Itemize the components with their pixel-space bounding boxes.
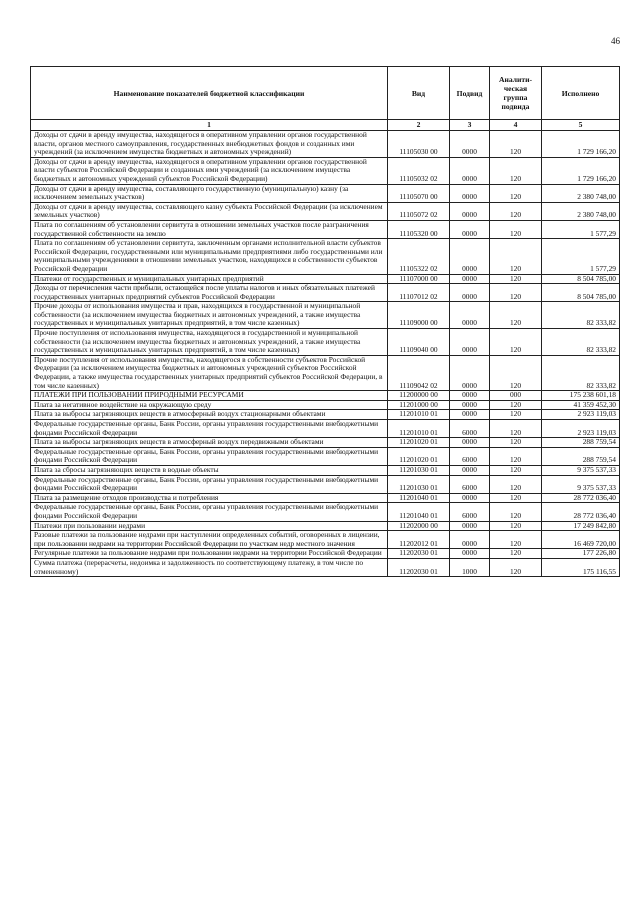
row-name: ПЛАТЕЖИ ПРИ ПОЛЬЗОВАНИИ ПРИРОДНЫМИ РЕСУРСАМИ xyxy=(31,391,388,401)
row-group-code: 120 xyxy=(490,410,542,420)
table-row xyxy=(31,503,620,521)
table-row xyxy=(31,391,620,401)
row-amount: 8 504 785,00 xyxy=(542,274,620,284)
row-kind-code: 11201040 01 xyxy=(388,503,450,521)
row-kind-code: 11105030 00 xyxy=(388,131,450,158)
row-subkind-code: 0000 xyxy=(450,302,490,329)
table-row xyxy=(31,549,620,559)
row-amount: 175 238 601,18 xyxy=(542,391,620,401)
row-group-code: 120 xyxy=(490,493,542,503)
row-kind-code: 11105320 00 xyxy=(388,220,450,238)
row-amount: 9 375 537,33 xyxy=(542,465,620,475)
row-group-code: 120 xyxy=(490,549,542,559)
row-name: Федеральные государственные органы, Банк России, органы управления государственными внебюджетными фондами Российской Федерации xyxy=(31,447,388,465)
row-subkind-code: 0000 xyxy=(450,184,490,202)
row-group-code: 000 xyxy=(490,391,542,401)
row-subkind-code: 0000 xyxy=(450,549,490,559)
row-amount: 1 577,29 xyxy=(542,239,620,274)
header-group: Аналити-ческая группа подвида xyxy=(490,67,542,120)
row-group-code: 120 xyxy=(490,302,542,329)
row-subkind-code: 0000 xyxy=(450,329,490,356)
row-amount: 175 116,55 xyxy=(542,558,620,576)
row-group-code: 120 xyxy=(490,438,542,448)
row-kind-code: 11107012 02 xyxy=(388,284,450,302)
row-subkind-code: 0000 xyxy=(450,400,490,410)
row-group-code: 120 xyxy=(490,329,542,356)
row-group-code: 120 xyxy=(490,239,542,274)
row-kind-code: 11202030 01 xyxy=(388,558,450,576)
table-row xyxy=(31,438,620,448)
header-subkind: Подвид xyxy=(450,67,490,120)
table-row xyxy=(31,558,620,576)
row-amount: 1 729 166,20 xyxy=(542,131,620,158)
row-amount: 288 759,54 xyxy=(542,438,620,448)
row-subkind-code: 0000 xyxy=(450,157,490,184)
table-row xyxy=(31,475,620,493)
table-row xyxy=(31,220,620,238)
row-group-code: 120 xyxy=(490,465,542,475)
row-subkind-code: 0000 xyxy=(450,531,490,549)
row-name: Доходы от перечисления части прибыли, остающейся после уплаты налогов и иных обязательных платежей государственных унитарных предприятий субъектов Российской Федерации xyxy=(31,284,388,302)
row-kind-code: 11105072 02 xyxy=(388,202,450,220)
table-row xyxy=(31,131,620,158)
row-subkind-code: 0000 xyxy=(450,131,490,158)
table-row xyxy=(31,531,620,549)
row-name: Доходы от сдачи в аренду имущества, находящегося в оперативном управлении органов государственной власти субъектов Российской Федерации и созданных ими учреждений (за исключением имущества бюджетных и автономных учреждений субъектов Российской Федерации) xyxy=(31,157,388,184)
row-amount: 28 772 036,40 xyxy=(542,493,620,503)
row-subkind-code: 6000 xyxy=(450,503,490,521)
row-subkind-code: 0000 xyxy=(450,355,490,390)
row-subkind-code: 0000 xyxy=(450,493,490,503)
row-subkind-code: 0000 xyxy=(450,391,490,401)
page-number: 46 xyxy=(611,36,620,46)
column-index-row xyxy=(31,120,620,131)
row-kind-code: 11105322 02 xyxy=(388,239,450,274)
row-group-code: 120 xyxy=(490,420,542,438)
row-name: Разовые платежи за пользование недрами при наступлении определенных событий, оговоренных в лицензии, при пользовании недрами на территории Российской Федерации по участкам недр местного значения xyxy=(31,531,388,549)
row-amount: 2 380 748,00 xyxy=(542,202,620,220)
row-subkind-code: 0000 xyxy=(450,410,490,420)
row-group-code: 120 xyxy=(490,558,542,576)
row-amount: 8 504 785,00 xyxy=(542,284,620,302)
row-amount: 82 333,82 xyxy=(542,302,620,329)
row-subkind-code: 0000 xyxy=(450,284,490,302)
column-index: 4 xyxy=(490,120,542,131)
row-subkind-code: 0000 xyxy=(450,438,490,448)
row-amount: 2 380 748,00 xyxy=(542,184,620,202)
row-group-code: 120 xyxy=(490,447,542,465)
row-name: Плата по соглашениям об установлении сервитута, заключенным органами исполнительной власти субъектов Российской Федерации, государственными или муниципальными предприятиями либо государственными или муниципальными учреждениями в отношении земельных участков, находящихся в собственности субъектов Российской Федерации xyxy=(31,239,388,274)
row-name: Плата за негативное воздействие на окружающую среду xyxy=(31,400,388,410)
row-group-code: 120 xyxy=(490,131,542,158)
row-kind-code: 11201010 01 xyxy=(388,420,450,438)
row-subkind-code: 0000 xyxy=(450,521,490,531)
row-subkind-code: 0000 xyxy=(450,239,490,274)
table-row xyxy=(31,447,620,465)
row-amount: 177 226,80 xyxy=(542,549,620,559)
row-subkind-code: 0000 xyxy=(450,220,490,238)
row-group-code: 120 xyxy=(490,475,542,493)
row-kind-code: 11201010 01 xyxy=(388,410,450,420)
header-name: Наименование показателей бюджетной классификации xyxy=(31,67,388,120)
row-name: Прочие доходы от использования имущества и прав, находящихся в государственной и муниципальной собственности (за исключением имущества бюджетных и автономных учреждений, а также имущества государственных и муниципальных унитарных предприятий, в том числе казенных) xyxy=(31,302,388,329)
row-kind-code: 11109042 02 xyxy=(388,355,450,390)
row-name: Прочие поступления от использования имущества, находящегося в собственности субъектов Российской Федерации (за исключением имущества бюджетных и автономных учреждений субъектов Российской Федерации, а также имущества государственных унитарных предприятий субъектов Российской Федерации, в том числе казенных) xyxy=(31,355,388,390)
row-name: Плата за размещение отходов производства и потребления xyxy=(31,493,388,503)
row-name: Плата за сбросы загрязняющих веществ в водные объекты xyxy=(31,465,388,475)
row-kind-code: 11109000 00 xyxy=(388,302,450,329)
row-subkind-code: 0000 xyxy=(450,465,490,475)
row-name: Федеральные государственные органы, Банк России, органы управления государственными внебюджетными фондами Российской Федерации xyxy=(31,503,388,521)
row-group-code: 120 xyxy=(490,284,542,302)
row-name: Плата за выбросы загрязняющих веществ в атмосферный воздух передвижными объектами xyxy=(31,438,388,448)
table-row xyxy=(31,202,620,220)
row-subkind-code: 0000 xyxy=(450,274,490,284)
row-name: Доходы от сдачи в аренду имущества, составляющего казну субъекта Российской Федерации (за исключением земельных участков) xyxy=(31,202,388,220)
row-subkind-code: 6000 xyxy=(450,447,490,465)
row-kind-code: 11109040 00 xyxy=(388,329,450,356)
row-name: Сумма платежа (перерасчеты, недоимка и задолженность по соответствующему платежу, в том числе по отмененному) xyxy=(31,558,388,576)
row-kind-code: 11202012 01 xyxy=(388,531,450,549)
row-name: Прочие поступления от использования имущества, находящегося в государственной и муниципальной собственности (за исключением имущества бюджетных и автономных учреждений, а также имущества государственных и муниципальных унитарных предприятий, в том числе казенных) xyxy=(31,329,388,356)
budget-classification-table xyxy=(30,66,620,577)
row-kind-code: 11201020 01 xyxy=(388,447,450,465)
row-group-code: 120 xyxy=(490,521,542,531)
row-kind-code: 11107000 00 xyxy=(388,274,450,284)
row-name: Плата за выбросы загрязняющих веществ в атмосферный воздух стационарными объектами xyxy=(31,410,388,420)
row-amount: 28 772 036,40 xyxy=(542,503,620,521)
row-kind-code: 11201040 01 xyxy=(388,493,450,503)
row-group-code: 120 xyxy=(490,274,542,284)
header-kind: Вид xyxy=(388,67,450,120)
table-row xyxy=(31,239,620,274)
row-kind-code: 11201000 00 xyxy=(388,400,450,410)
row-name: Платежи при пользовании недрами xyxy=(31,521,388,531)
row-amount: 17 249 842,80 xyxy=(542,521,620,531)
row-amount: 2 923 119,03 xyxy=(542,410,620,420)
row-kind-code: 11201030 01 xyxy=(388,475,450,493)
table-row xyxy=(31,284,620,302)
row-name: Доходы от сдачи в аренду имущества, составляющего государственную (муниципальную) казну (за исключением земельных участков) xyxy=(31,184,388,202)
row-amount: 82 333,82 xyxy=(542,355,620,390)
row-amount: 41 359 452,30 xyxy=(542,400,620,410)
row-amount: 82 333,82 xyxy=(542,329,620,356)
row-name: Федеральные государственные органы, Банк России, органы управления государственными внебюджетными фондами Российской Федерации xyxy=(31,420,388,438)
row-kind-code: 11200000 00 xyxy=(388,391,450,401)
header-amount: Исполнено xyxy=(542,67,620,120)
row-name: Платежи от государственных и муниципальных унитарных предприятий xyxy=(31,274,388,284)
row-amount: 1 729 166,20 xyxy=(542,157,620,184)
column-index: 5 xyxy=(542,120,620,131)
row-name: Регулярные платежи за пользование недрами при пользовании недрами на территории Российской Федерации xyxy=(31,549,388,559)
column-index: 2 xyxy=(388,120,450,131)
row-amount: 9 375 537,33 xyxy=(542,475,620,493)
row-kind-code: 11202000 00 xyxy=(388,521,450,531)
column-index: 1 xyxy=(31,120,388,131)
row-group-code: 120 xyxy=(490,503,542,521)
table-row xyxy=(31,420,620,438)
row-group-code: 120 xyxy=(490,531,542,549)
row-group-code: 120 xyxy=(490,184,542,202)
table-row xyxy=(31,184,620,202)
row-kind-code: 11201030 01 xyxy=(388,465,450,475)
table-row xyxy=(31,355,620,390)
row-group-code: 120 xyxy=(490,355,542,390)
row-amount: 2 923 119,03 xyxy=(542,420,620,438)
row-kind-code: 11202030 01 xyxy=(388,549,450,559)
row-name: Плата по соглашениям об установлении сервитута в отношении земельных участков после разграничения государственной собственности на землю xyxy=(31,220,388,238)
table-row xyxy=(31,465,620,475)
row-amount: 288 759,54 xyxy=(542,447,620,465)
row-kind-code: 11105032 02 xyxy=(388,157,450,184)
row-kind-code: 11201020 01 xyxy=(388,438,450,448)
row-group-code: 120 xyxy=(490,202,542,220)
row-group-code: 120 xyxy=(490,400,542,410)
table-header-row xyxy=(31,67,620,120)
column-index: 3 xyxy=(450,120,490,131)
row-name: Доходы от сдачи в аренду имущества, находящегося в оперативном управлении органов государственной власти, органов местного самоуправления, государственных внебюджетных фондов и созданных ими учреждений (за исключением имущества бюджетных и автономных учреждений) xyxy=(31,131,388,158)
row-group-code: 120 xyxy=(490,157,542,184)
table-row xyxy=(31,157,620,184)
row-subkind-code: 0000 xyxy=(450,202,490,220)
row-amount: 16 469 720,00 xyxy=(542,531,620,549)
row-amount: 1 577,29 xyxy=(542,220,620,238)
row-subkind-code: 1000 xyxy=(450,558,490,576)
row-kind-code: 11105070 00 xyxy=(388,184,450,202)
row-subkind-code: 6000 xyxy=(450,420,490,438)
row-subkind-code: 6000 xyxy=(450,475,490,493)
table-row xyxy=(31,302,620,329)
table-row xyxy=(31,329,620,356)
row-group-code: 120 xyxy=(490,220,542,238)
row-name: Федеральные государственные органы, Банк России, органы управления государственными внебюджетными фондами Российской Федерации xyxy=(31,475,388,493)
